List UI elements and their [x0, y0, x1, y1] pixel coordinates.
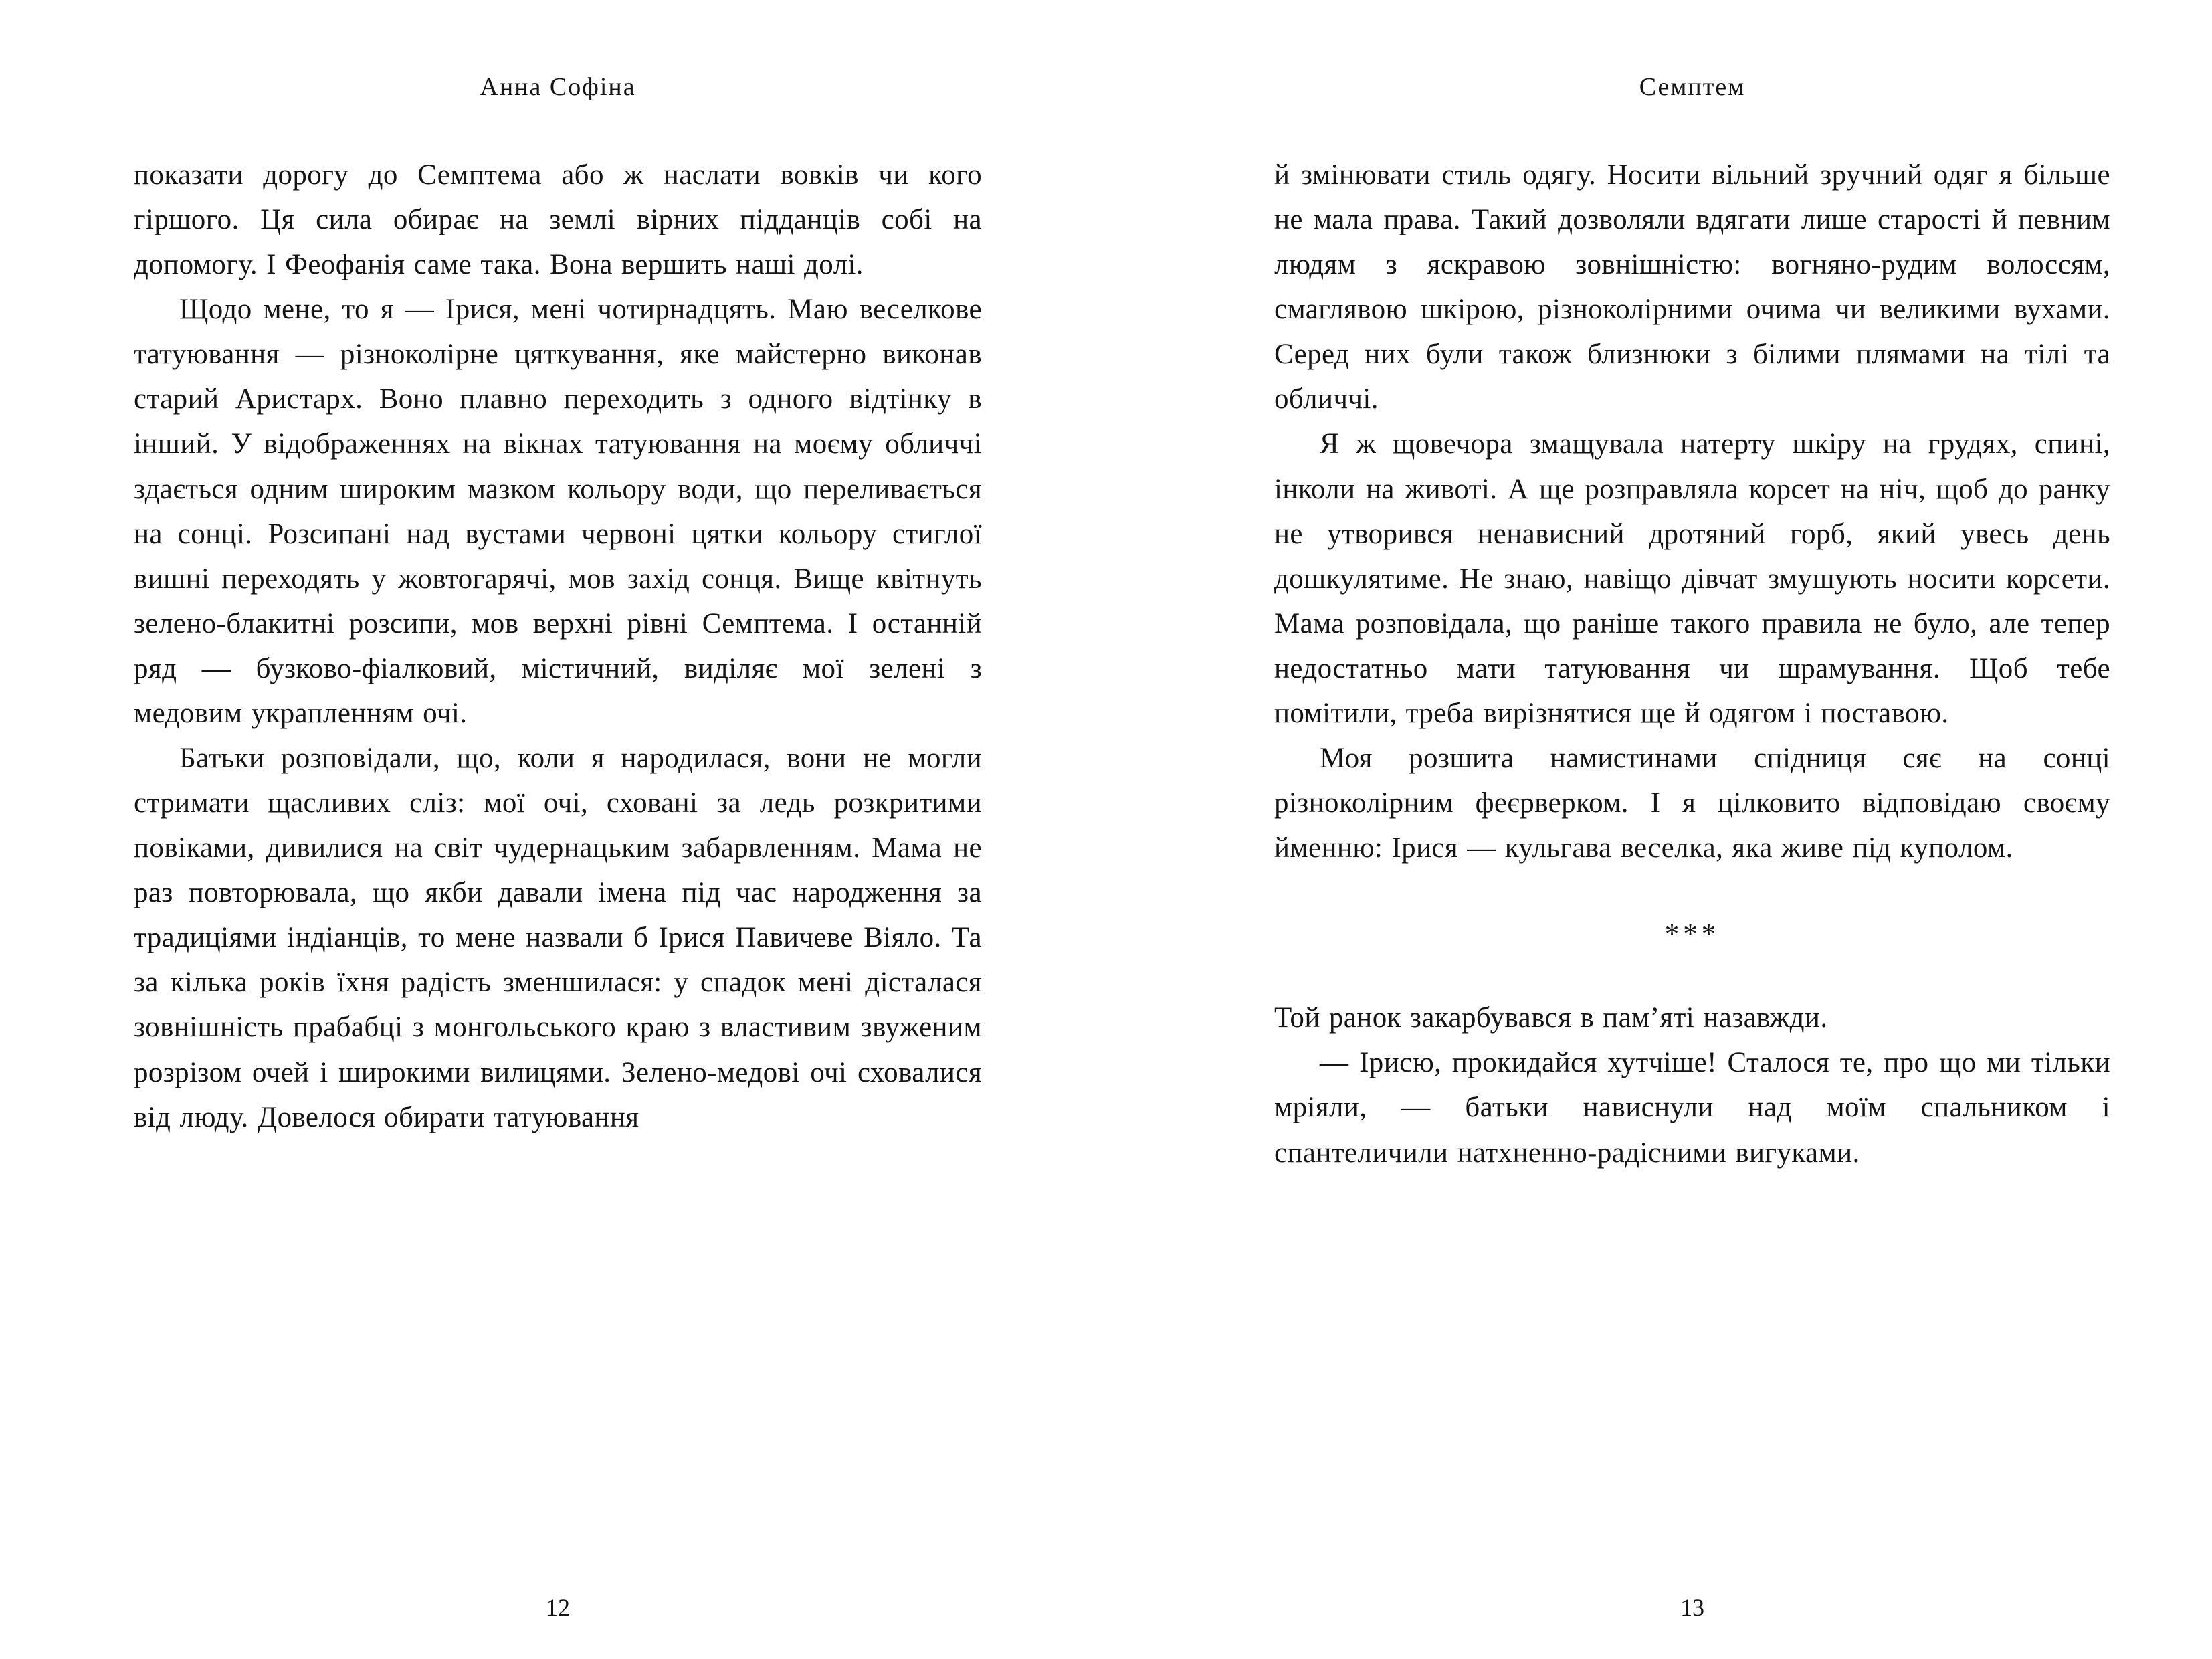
right-text-block: [1274, 153, 2110, 1175]
paragraph: Батьки розповідали, що, коли я народилася, вони не могли стримати щасливих сліз: мої очі, сховані за ледь розкритими повіками, дивилися на світ чудернацьким забарвленням. Мама не раз повторювала, що якби давали імена під час народження за традиціями індіанців, то мене назвали б Ірися Павичеве Віяло. Та за кілька років їхня радість зменшилася: у спадок мені дісталася зовнішність прабабці з монгольського краю з властивим звуженим розрізом очей і широкими вилицями. Зелено-медові очі сховалися від люду. Довелося обирати татуювання: [134, 743, 982, 1133]
paragraph: й змінювати стиль одягу. Носити вільний зручний одяг я більше не мала права. Такий дозволяли вдягати лише старості й певним людям з яскравою зовнішністю: вогняно-рудим волоссям, смаглявою шкірою, різноколірними очима чи великими вухами. Серед них були також близнюки з білими плямами на тілі та обличчі.: [1274, 159, 2110, 415]
page-number-right: 13: [1680, 1594, 1704, 1621]
running-head-title: Семптем: [1639, 73, 1746, 101]
section-break: ***: [1664, 918, 1720, 951]
running-head-author: Анна Софіна: [480, 73, 636, 101]
left-text-block: [134, 153, 982, 1140]
page-right: [1106, 0, 2212, 1659]
paragraph: показати дорогу до Семптема або ж наслати вовків чи кого гіршого. Ця сила обирає на землі вірних підданців собі на допомогу. І Феофанія саме така. Вона вершить наші долі.: [134, 159, 982, 281]
paragraph: — Ірисю, прокидайся хутчіше! Сталося те, про що ми тільки мріяли, — батьки нависнули над моїм спальником і спантеличили натхненно-радісними вигуками.: [1274, 1047, 2110, 1169]
page-number-left: 12: [546, 1594, 570, 1621]
paragraph: Той ранок закарбувався в пам’яті назавжди.: [1274, 1002, 1828, 1034]
paragraph: Моя розшита намистинами спідниця сяє на сонці різноколірним феєрверком. І я цілковито відповідаю своєму йменню: Ірися — кульгава веселка, яка живе під куполом.: [1274, 743, 2110, 864]
paragraph: Щодо мене, то я — Ірися, мені чотирнадцять. Маю веселкове татуювання — різноколірне цяткування, яке майстерно виконав старий Аристарх. Воно плавно переходить з одного відтінку в інший. У відображеннях на вікнах татуювання на моєму обличчі здається одним широким мазком кольору води, що переливається на сонці. Розсипані над вустами червоні цятки кольору стиглої вишні переходять у жовтогарячі, мов захід сонця. Вище квітнуть зелено-блакитні розсипи, мов верхні рівні Семптема. І останній ряд — бузково-фіалковий, містичний, виділяє мої зелені з медовим украпленням очі.: [134, 294, 982, 729]
paragraph: Я ж щовечора змащувала натерту шкіру на грудях, спині, інколи на животі. А ще розправляла корсет на ніч, щоб до ранку не утворився ненависний дротяний горб, який увесь день дошкулятиме. Не знаю, навіщо дівчат змушують носити корсети. Мама розповідала, що раніше такого правила не було, але тепер недостатньо мати татуювання чи шрамування. Щоб тебе помітили, треба вирізнятися ще й одягом і поставою.: [1274, 428, 2110, 729]
